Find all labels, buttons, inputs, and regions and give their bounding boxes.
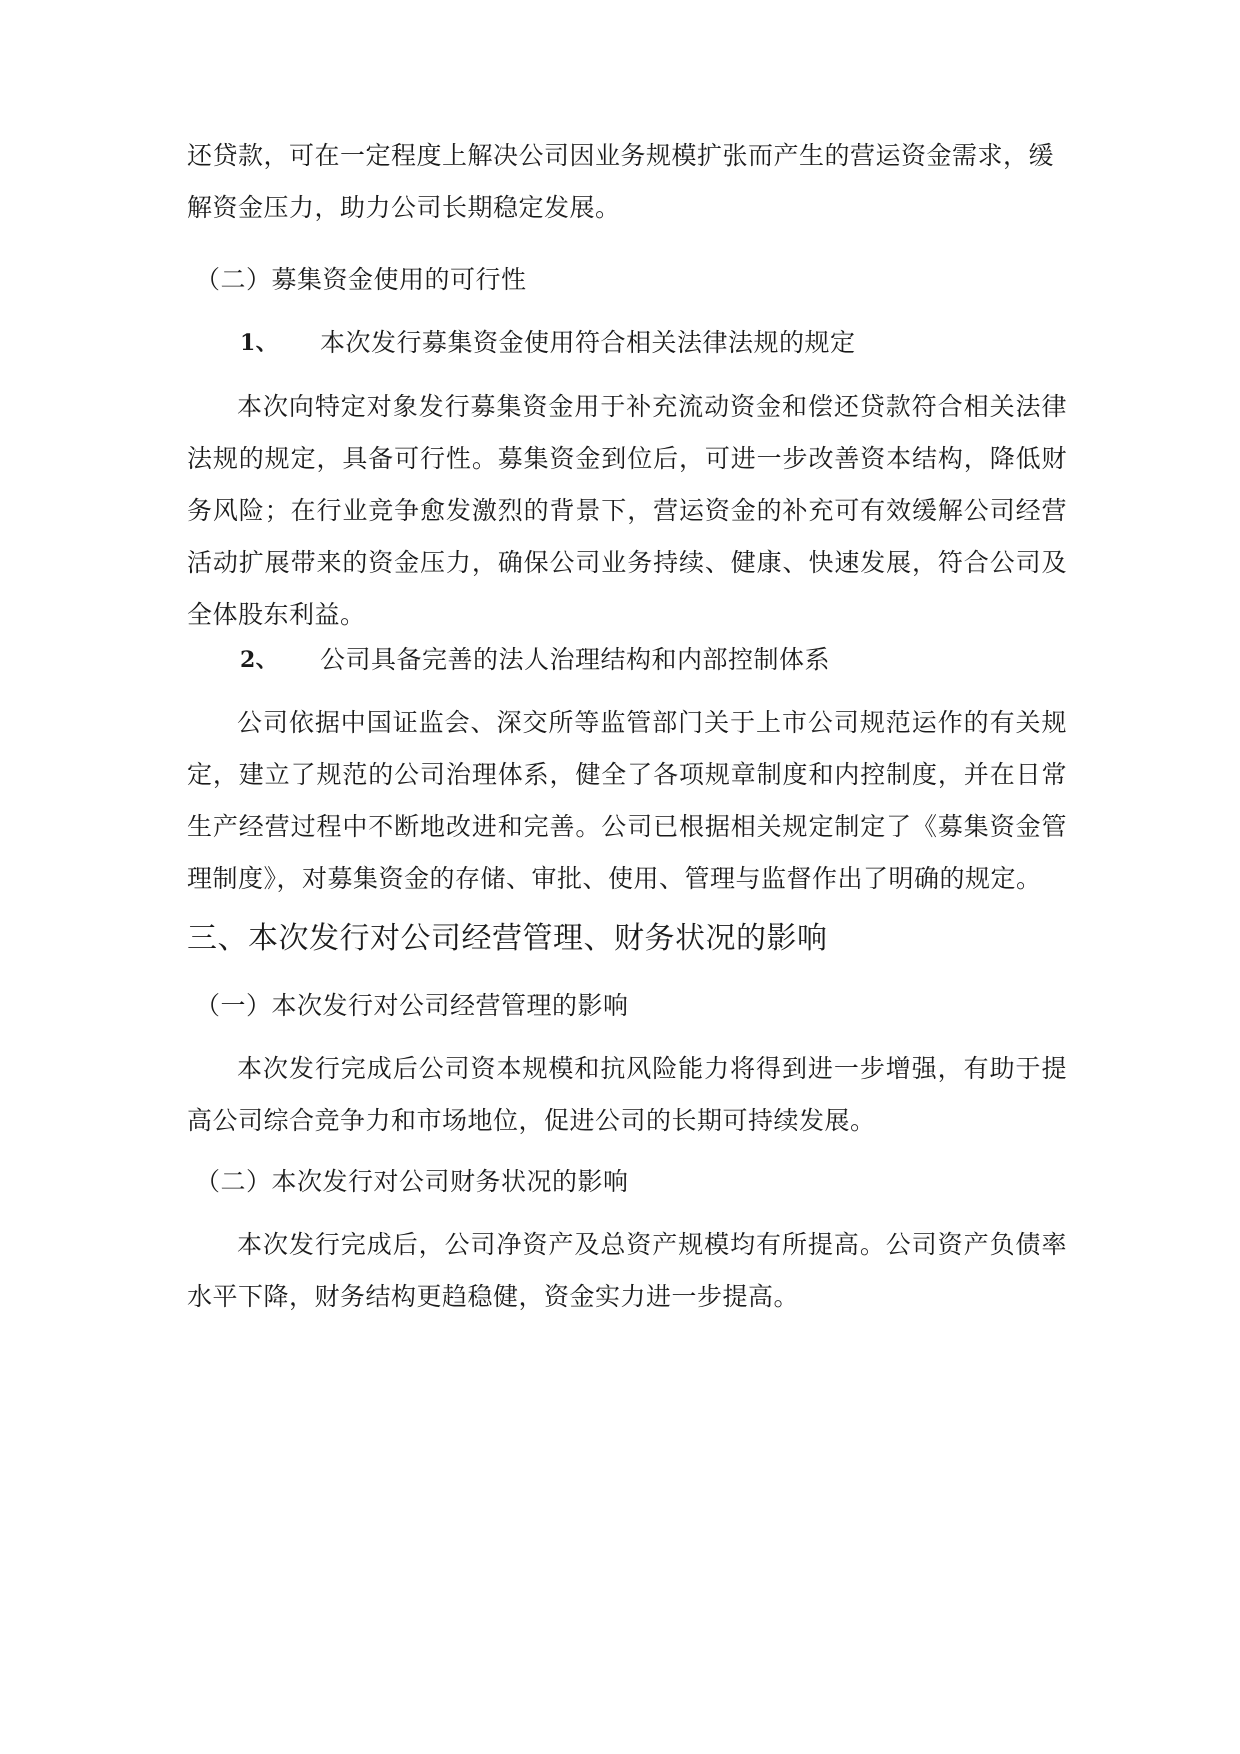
subheading-operations: （一）本次发行对公司经营管理的影响 [195,991,629,1020]
list-item-1 [240,317,1120,369]
list-item-title: 本次发行募集资金使用符合相关法律法规的规定 [320,328,856,357]
section-title-3: 三、本次发行对公司经营管理、财务状况的影响 [187,921,828,956]
paragraph-item-2: 公司依据中国证监会、深交所等监管部门关于上市公司规范运作的有关规定，建立了规范的公司治理体系，健全了各项规章制度和内控制度，并在日常生产经营过程中不断地改进和完善。公司已根据相关规定制定了《募集资金管理制度》，对募集资金的存储、审批、使用、管理与监督作出了明确的规定。 [187,708,1067,893]
paragraph-item-1: 本次向特定对象发行募集资金用于补充流动资金和偿还贷款符合相关法律法规的规定，具备可行性。募集资金到位后，可进一步改善资本结构，降低财务风险；在行业竞争愈发激烈的背景下，营运资金的补充可有效缓解公司经营活动扩展带来的资金压力，确保公司业务持续、健康、快速发展，符合公司及全体股东利益。 [187,392,1067,629]
subheading-financial: （二）本次发行对公司财务状况的影响 [195,1167,629,1196]
subheading-feasibility: （二）募集资金使用的可行性 [195,265,527,294]
paragraph-financial: 本次发行完成后，公司净资产及总资产规模均有所提高。公司资产负债率水平下降，财务结构更趋稳健，资金实力进一步提高。 [187,1230,1067,1311]
list-item-number: 1、 [240,330,279,356]
list-item-2 [240,634,1120,686]
intro-paragraph: 还贷款，可在一定程度上解决公司因业务规模扩张而产生的营运资金需求，缓解资金压力，助力公司长期稳定发展。 [187,141,1055,222]
list-item-number: 2、 [240,647,279,673]
list-item-title: 公司具备完善的法人治理结构和内部控制体系 [320,645,831,674]
paragraph-operations: 本次发行完成后公司资本规模和抗风险能力将得到进一步增强，有助于提高公司综合竞争力和市场地位，促进公司的长期可持续发展。 [187,1054,1067,1135]
